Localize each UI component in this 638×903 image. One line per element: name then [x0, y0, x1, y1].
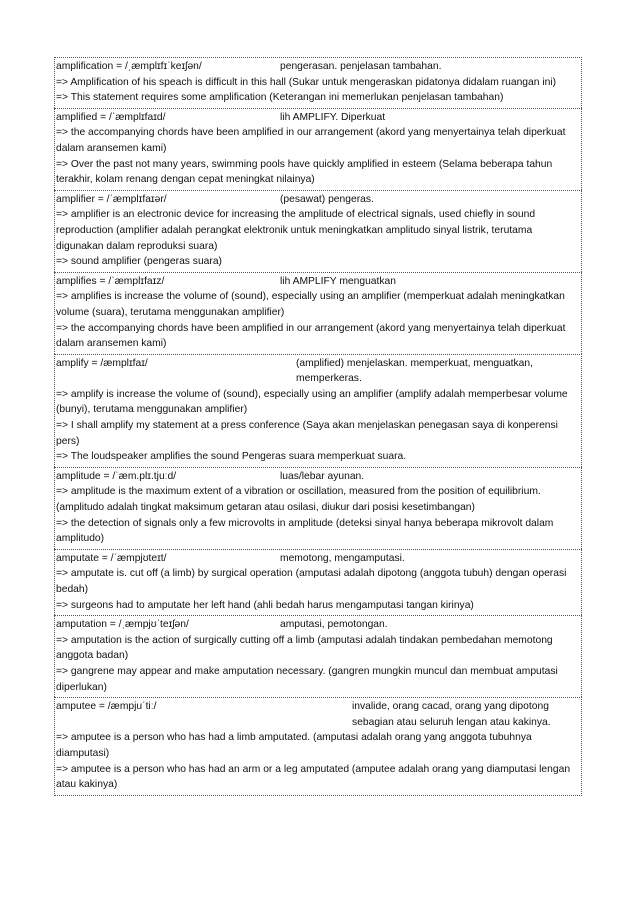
entry-example: => I shall amplify my statement at a press conference (Saya akan menjelaskan penegasan saya di konperensi pers) — [56, 420, 558, 447]
entry-amplify — [54, 354, 582, 467]
entry-head — [56, 356, 580, 387]
entry-amplifier — [54, 190, 582, 272]
entry-head — [56, 699, 580, 730]
entry-amplitude — [54, 467, 582, 549]
entry-term: amplifies = /ˈæmplɪfaɪz/ — [56, 275, 165, 287]
entry-head — [56, 110, 580, 126]
entry-meaning: luas/lebar ayunan. — [280, 470, 365, 482]
entry-head — [56, 617, 580, 633]
entry-term: amputate = /ˈæmpjʊteɪt/ — [56, 552, 167, 564]
entry-term: amputation = /ˌæmpjʊˈteɪʃən/ — [56, 619, 189, 631]
entry-amputee — [54, 697, 582, 796]
entry-meaning: lih AMPLIFY menguatkan — [280, 275, 397, 287]
entry-amplifies — [54, 272, 582, 354]
entry-example: => amputation is the action of surgically cutting off a limb (amputasi adalah tindakan pembedahan memotong anggota badan) — [56, 634, 553, 662]
entry-term: amputee = /æmpjuˈtiː/ — [56, 701, 157, 713]
entry-example: => Amplification of his speach is difficult in this hall (Sukar untuk mengeraskan pidatonya didalam ruangan ini) — [56, 76, 557, 88]
entry-example: => the accompanying chords have been amplified in our arrangement (akord yang menyertainya telah diperkuat dalam aransemen kami) — [56, 127, 566, 154]
entry-meaning: memotong, mengamputasi. — [280, 552, 405, 564]
entry-example: => sound amplifier (pengeras suara) — [56, 256, 222, 268]
entry-example: => amplifies is increase the volume of (sound), especially using an amplifier (memperkuat adalah meningkatkan volume (suara), terutama menggunakan amplifier) — [56, 291, 565, 318]
entry-term: amplitude = /ˈæm.plɪ.tjuːd/ — [56, 470, 177, 482]
entry-meaning: amputasi, pemotongan. — [280, 619, 388, 631]
entry-example: diperlukan) — [56, 681, 107, 693]
entry-amplified — [54, 108, 582, 190]
entry-example: => surgeons had to amputate her left hand (ahli bedah harus mengamputasi tangan kirinya) — [56, 599, 474, 611]
entry-example: amplitudo) — [56, 533, 105, 545]
entry-example: => amplitude is the maximum extent of a vibration or oscillation, measured from the position of equilibrium. (amplitudo adalah tingkat maksimum getaran atau osilasi, diukur dari posisi kesetimbangan) — [56, 486, 541, 514]
entry-term: amplify = /æmplɪfaɪ/ — [56, 357, 148, 369]
entry-meaning: invalide, orang cacad, orang yang dipotong sebagian atau seluruh lengan atau kakinya. — [352, 701, 551, 728]
entry-head — [56, 192, 580, 208]
entry-example: => Over the past not many years, swimming pools have quickly amplified in esteem (Selama beberapa tahun terakhir, kolam renang dengan cepat meningkat nilainya) — [56, 158, 553, 186]
entry-meaning: pengerasan. penjelasan tambahan. — [280, 61, 442, 72]
entry-example: => amputee is a person who has had an arm or a leg amputated (amputee adalah orang yang diamputasi lengan atau kakinya) — [56, 763, 571, 791]
entry-head — [56, 469, 580, 485]
entry-head — [56, 551, 580, 567]
entry-example: => The loudspeaker amplifies the sound Pengeras suara memperkuat suara. — [56, 451, 407, 463]
entry-term: amplifier = /ˈæmplɪfaɪər/ — [56, 193, 167, 205]
entry-meaning: (amplified) menjelaskan. memperkuat, menguatkan, memperkeras. — [296, 357, 533, 385]
entry-example: => the detection of signals only a few microvolts in amplitude (deteksi sinyal hanya beberapa mikrovolt dalam — [56, 517, 554, 529]
entry-head — [56, 274, 580, 290]
entry-example: => gangrene may appear and make amputation necessary. (gangren mungkin muncul dan membuat amputasi — [56, 665, 558, 677]
entry-amputation — [54, 615, 582, 697]
entry-example: => amputate is. cut off (a limb) by surgical operation (amputasi adalah dipotong (anggota tubuh) dengan operasi bedah) — [56, 568, 567, 595]
entry-example: => This statement requires some amplification (Keterangan ini memerlukan penjelasan tambahan) — [56, 92, 504, 104]
entry-meaning: lih AMPLIFY. Diperkuat — [280, 111, 386, 123]
entry-term: amplified = /ˈæmplɪfaɪd/ — [56, 111, 166, 123]
entry-term: amplification = /ˌæmplɪfɪˈkeɪʃən/ — [56, 61, 202, 72]
entry-example: => amputee is a person who has had a limb amputated. (amputasi adalah orang yang anggota tubuhnya diamputasi) — [56, 732, 532, 759]
entry-example: => amplify is increase the volume of (sound), especially using an amplifier (amplify adalah memperbesar volume (bunyi), terutama menggunakan amplifier) — [56, 388, 568, 416]
entry-example: => the accompanying chords have been amplified in our arrangement (akord yang menyertainya telah diperkuat dalam aransemen kami) — [56, 322, 566, 350]
dictionary-page — [54, 57, 582, 796]
entry-meaning: (pesawat) pengeras. — [280, 193, 374, 205]
entry-amplification — [54, 57, 582, 108]
entry-head — [56, 59, 580, 75]
entry-example: => amplifier is an electronic device for increasing the amplitude of electrical signals, used chiefly in sound reproduction (amplifier adalah perangkat elektronik untuk meningkatkan amplitudo sinyal listrik, terutama digunakan dalam reproduksi suara) — [56, 209, 536, 252]
entry-amputate — [54, 549, 582, 615]
